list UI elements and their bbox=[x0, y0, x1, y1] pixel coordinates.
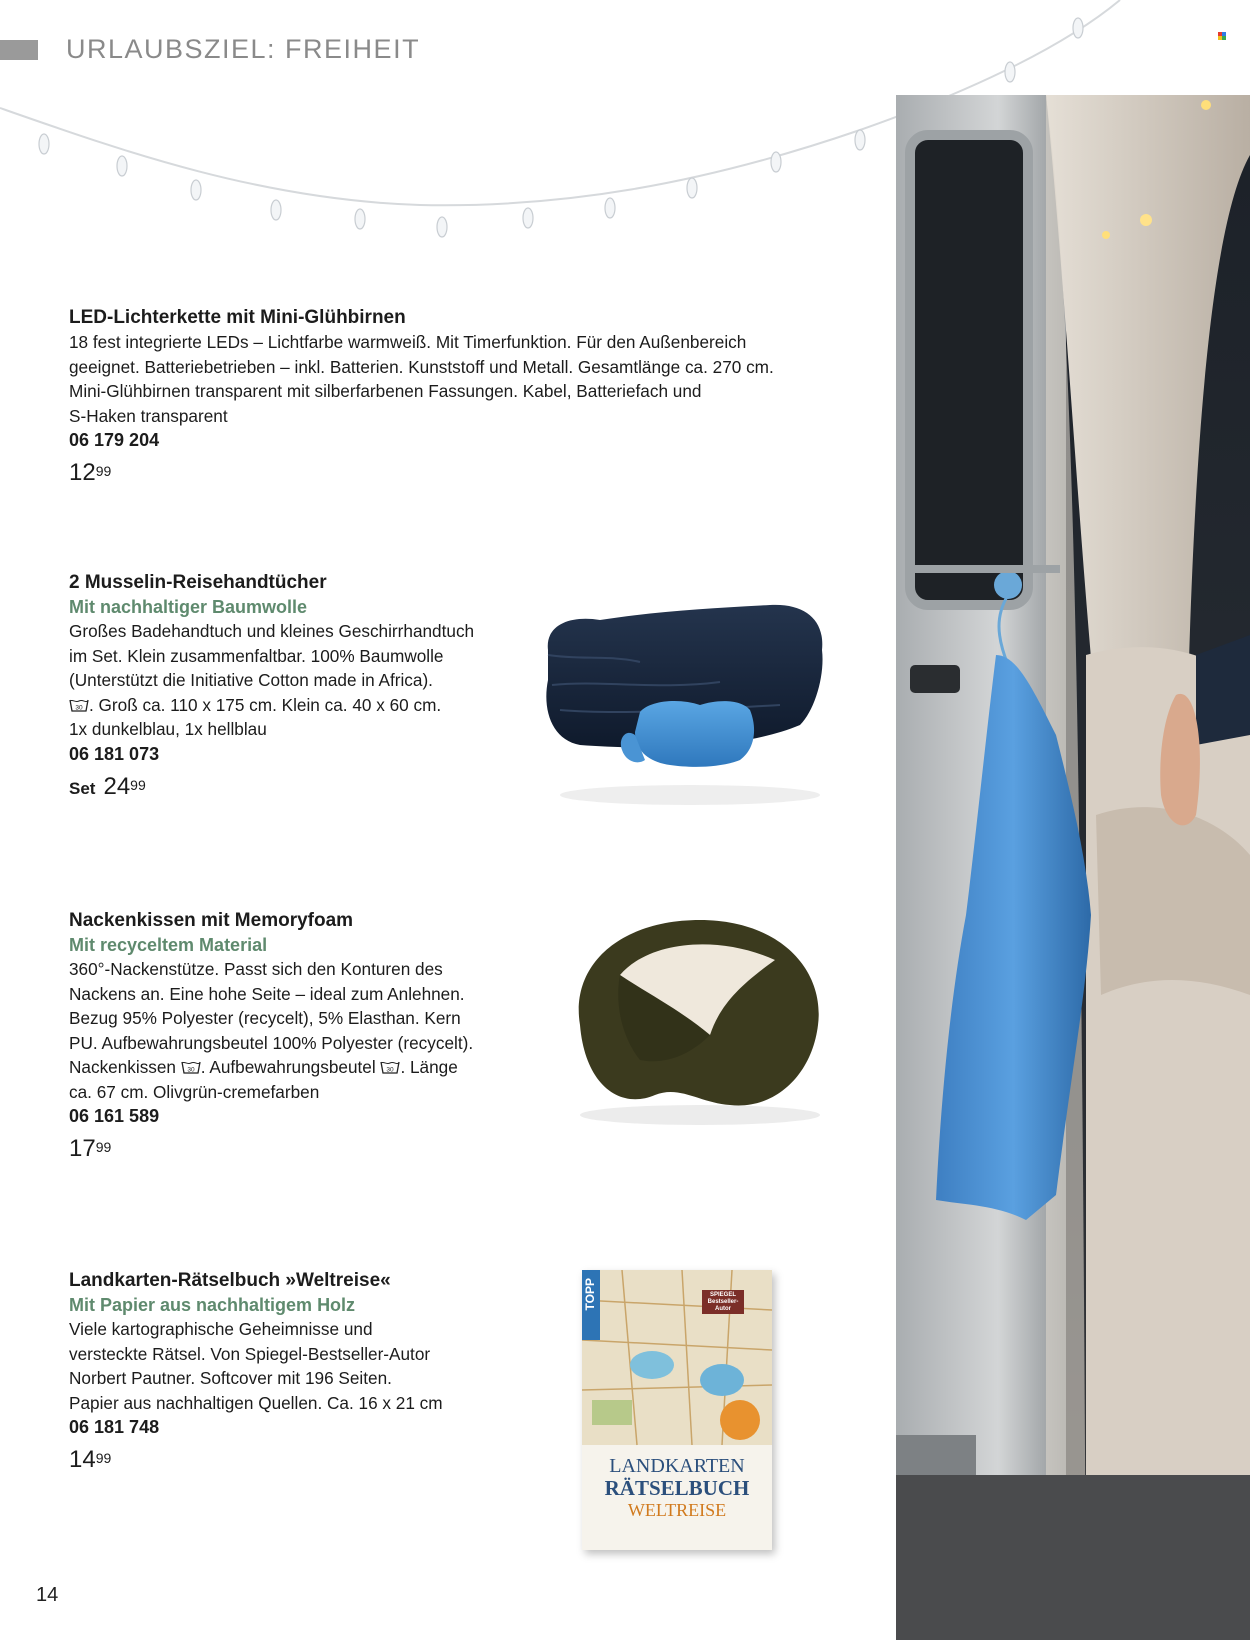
towels-image bbox=[540, 600, 840, 810]
product-desc-line: im Set. Klein zusammenfaltbar. 100% Baumwolle bbox=[69, 645, 444, 666]
svg-text:30: 30 bbox=[75, 704, 83, 711]
article-number: 06 181 748 bbox=[69, 1417, 160, 1437]
neck-pillow-image bbox=[560, 915, 830, 1130]
product-desc-line: Papier aus nachhaltigen Quellen. Ca. 16 x 21 cm bbox=[69, 1392, 443, 1413]
product-desc-line: 30 . Groß ca. 110 x 175 cm. Klein ca. 40 x 60 cm. bbox=[69, 693, 589, 718]
price-main: 17 bbox=[69, 1135, 96, 1162]
product-desc-line: ca. 67 cm. Olivgrün-cremefarben bbox=[69, 1081, 320, 1102]
price-cents: 99 bbox=[95, 463, 112, 479]
article-number: 06 181 073 bbox=[69, 743, 160, 764]
product-desc-line: PU. Aufbewahrungsbeutel 100% Polyester (recycelt). bbox=[69, 1032, 474, 1053]
page-number: 14 bbox=[36, 1584, 59, 1606]
page-title: URLAUBSZIEL: FREIHEIT bbox=[66, 34, 421, 64]
product-desc-line: Nackenkissen 30 . Aufbewahrungsbeutel 30 . Länge bbox=[69, 1057, 458, 1077]
product-towels bbox=[69, 570, 589, 803]
product-neck-pillow bbox=[69, 908, 589, 1163]
wash-30-icon bbox=[380, 1060, 400, 1074]
article-number: 06 179 204 bbox=[69, 430, 160, 450]
product-puzzle-book bbox=[69, 1268, 589, 1474]
product-desc-line: 18 fest integrierte LEDs – Lichtfarbe warmweiß. Mit Timerfunktion. Für den Außenbereich bbox=[69, 332, 747, 352]
product-subtitle: Mit Papier aus nachhaltigem Holz bbox=[69, 1295, 356, 1315]
book-cover-image bbox=[582, 1270, 772, 1550]
product-title: Landkarten-Rätselbuch »Weltreise« bbox=[69, 1270, 391, 1291]
price-cents: 99 bbox=[95, 1139, 112, 1155]
price bbox=[69, 773, 589, 803]
product-desc-line: Norbert Pautner. Softcover mit 196 Seiten. bbox=[69, 1368, 392, 1388]
product-desc-line: Großes Badehandtuch und kleines Geschirrhandtuch bbox=[69, 621, 475, 641]
book-badge: SPIEGEL Bestseller- Autor bbox=[707, 1292, 739, 1312]
wash-30-icon bbox=[69, 698, 89, 712]
price-cents: 99 bbox=[95, 1450, 112, 1466]
product-subtitle: Mit nachhaltiger Baumwolle bbox=[69, 597, 308, 617]
wash-30-icon bbox=[181, 1060, 201, 1074]
price bbox=[69, 459, 829, 487]
book-publisher: TOPP bbox=[583, 1278, 597, 1311]
product-desc-line: Bezug 95% Polyester (recycelt), 5% Elasthan. Kern bbox=[69, 1008, 461, 1028]
product-desc-line: versteckte Rätsel. Von Spiegel-Bestseller-Autor bbox=[69, 1343, 431, 1364]
product-light-chain bbox=[69, 305, 829, 487]
product-desc-line: Nackens an. Eine hohe Seite – ideal zum Anlehnen. bbox=[69, 983, 465, 1004]
svg-text:30: 30 bbox=[187, 1066, 195, 1074]
product-title: Nackenkissen mit Memoryfoam bbox=[69, 910, 354, 931]
svg-text:30: 30 bbox=[386, 1066, 395, 1074]
product-subtitle: Mit recyceltem Material bbox=[69, 935, 268, 955]
price-prefix: Set bbox=[69, 778, 96, 798]
price-main: 24 bbox=[103, 772, 131, 800]
product-desc-line: 1x dunkelblau, 1x hellblau bbox=[69, 719, 267, 739]
price bbox=[69, 1135, 589, 1163]
product-desc-line: Mini-Glühbirnen transparent mit silberfarbenen Fassungen. Kabel, Batteriefach und bbox=[69, 381, 702, 401]
price-cents: 99 bbox=[130, 776, 146, 793]
product-desc-line: 360°-Nackenstütze. Passt sich den Konturen des bbox=[69, 959, 443, 979]
book-title: LANDKARTEN RÄTSELBUCH WELTREISE bbox=[604, 1455, 750, 1520]
price-main: 12 bbox=[69, 459, 96, 486]
product-desc-line: S-Haken transparent bbox=[69, 405, 228, 426]
van-photo bbox=[896, 95, 1250, 1640]
product-title: LED-Lichterkette mit Mini-Glühbirnen bbox=[69, 307, 406, 328]
price-main: 14 bbox=[69, 1446, 96, 1473]
product-desc-line: geeignet. Batteriebetrieben – inkl. Batterien. Kunststoff und Metall. Gesamtlänge ca. 270 cm. bbox=[69, 356, 774, 377]
article-number: 06 161 589 bbox=[69, 1106, 160, 1126]
product-desc-line: Viele kartographische Geheimnisse und bbox=[69, 1319, 373, 1339]
product-title: 2 Musselin-Reisehandtücher bbox=[69, 572, 327, 593]
price bbox=[69, 1446, 589, 1474]
product-desc-line: (Unterstützt die Initiative Cotton made in Africa). bbox=[69, 670, 433, 690]
